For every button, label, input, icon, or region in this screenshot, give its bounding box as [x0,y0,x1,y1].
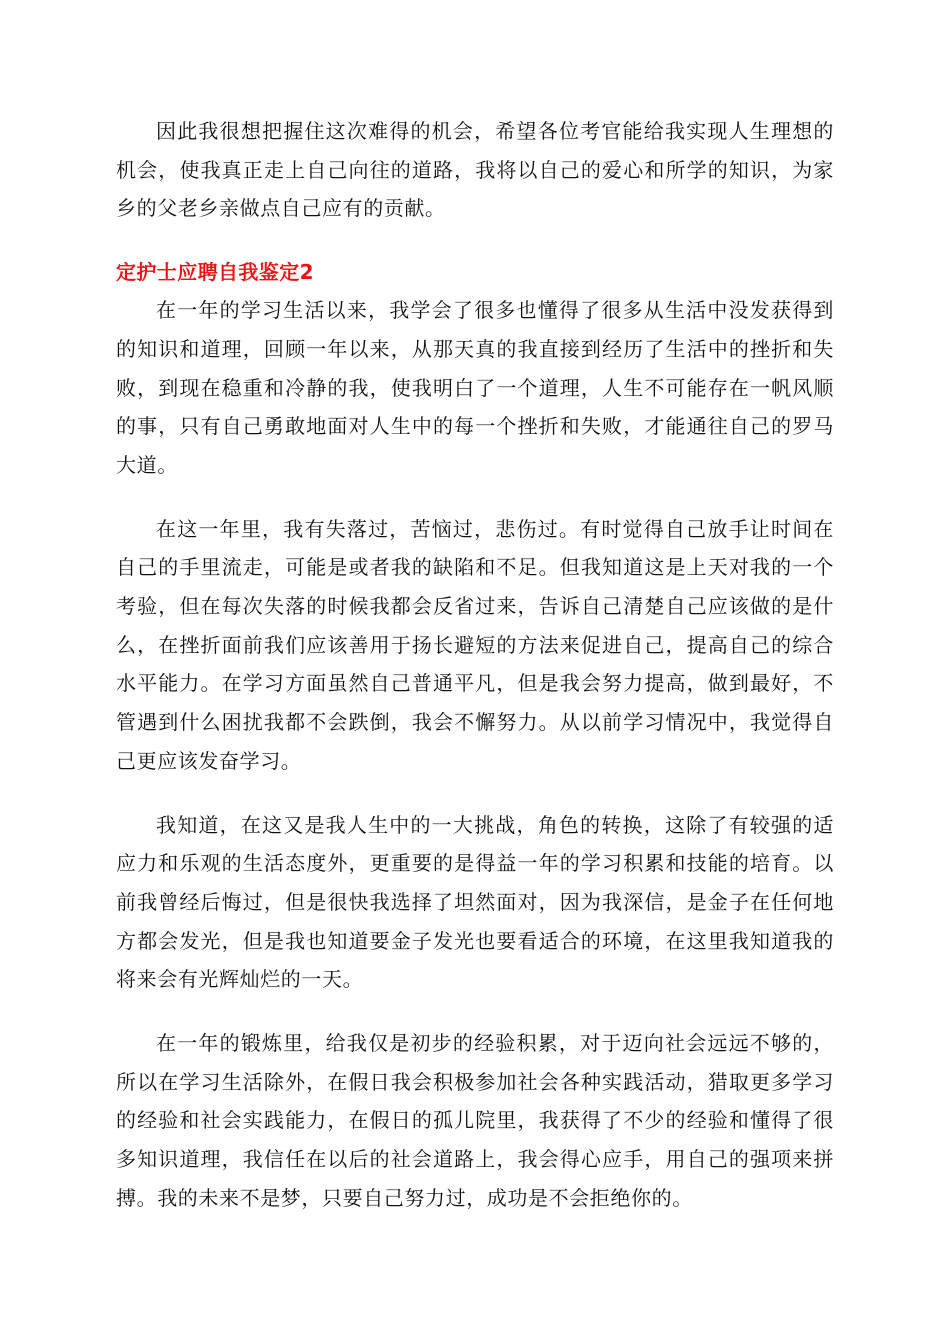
document-body [116,112,834,1243]
body-paragraph-3: 我知道，在这又是我人生中的一大挑战，角色的转换，这除了有较强的适应力和乐观的生活态度外，更重要的是得益一年的学习积累和技能的培育。以前我曾经后悔过，但是很快我选择了坦然面对，因为我深信，是金子在任何地方都会发光，但是我也知道要金子发光也要看适合的环境，在这里我知道我的将来会有光辉灿烂的一天。 [116,812,834,992]
body-paragraph-4: 在一年的锻炼里，给我仅是初步的经验积累，对于迈向社会远远不够的，所以在学习生活除外，在假日我会积极参加社会各种实践活动，猎取更多学习的经验和社会实践能力，在假日的孤儿院里，我获得了不少的经验和懂得了很多知识道理，我信任在以后的社会道路上，我会得心应手，用自己的强项来拼搏。我的未来不是梦，只要自己努力过，成功是不会拒绝你的。 [116,1031,834,1210]
section-heading: 定护士应聘自我鉴定2 [116,260,314,285]
body-paragraph-1: 在一年的学习生活以来，我学会了很多也懂得了很多从生活中没发获得到的知识和道理，回顾一年以来，从那天真的我直接到经历了生活中的挫折和失败，到现在稳重和冷静的我，使我明白了一个道理，人生不可能存在一帆风顺的事，只有自己勇敢地面对人生中的每一个挫折和失败，才能通往自己的罗马大道。 [116,298,834,477]
intro-paragraph: 因此我很想把握住这次难得的机会，希望各位考官能给我实现人生理想的机会，使我真正走上自己向往的道路，我将以自己的爱心和所学的知识，为家乡的父老乡亲做点自己应有的贡献。 [116,119,834,221]
body-paragraph-2: 在这一年里，我有失落过，苦恼过，悲伤过。有时觉得自己放手让时间在自己的手里流走，可能是或者我的缺陷和不足。但我知道这是上天对我的一个考验，但在每次失落的时候我都会反省过来，告诉自己清楚自己应该做的是什么，在挫折面前我们应该善用于扬长避短的方法来促进自己，提高自己的综合水平能力。在学习方面虽然自己普通平凡，但是我会努力提高，做到最好，不管遇到什么困扰我都不会跌倒，我会不懈努力。从以前学习情况中，我觉得自己更应该发奋学习。 [116,516,834,773]
